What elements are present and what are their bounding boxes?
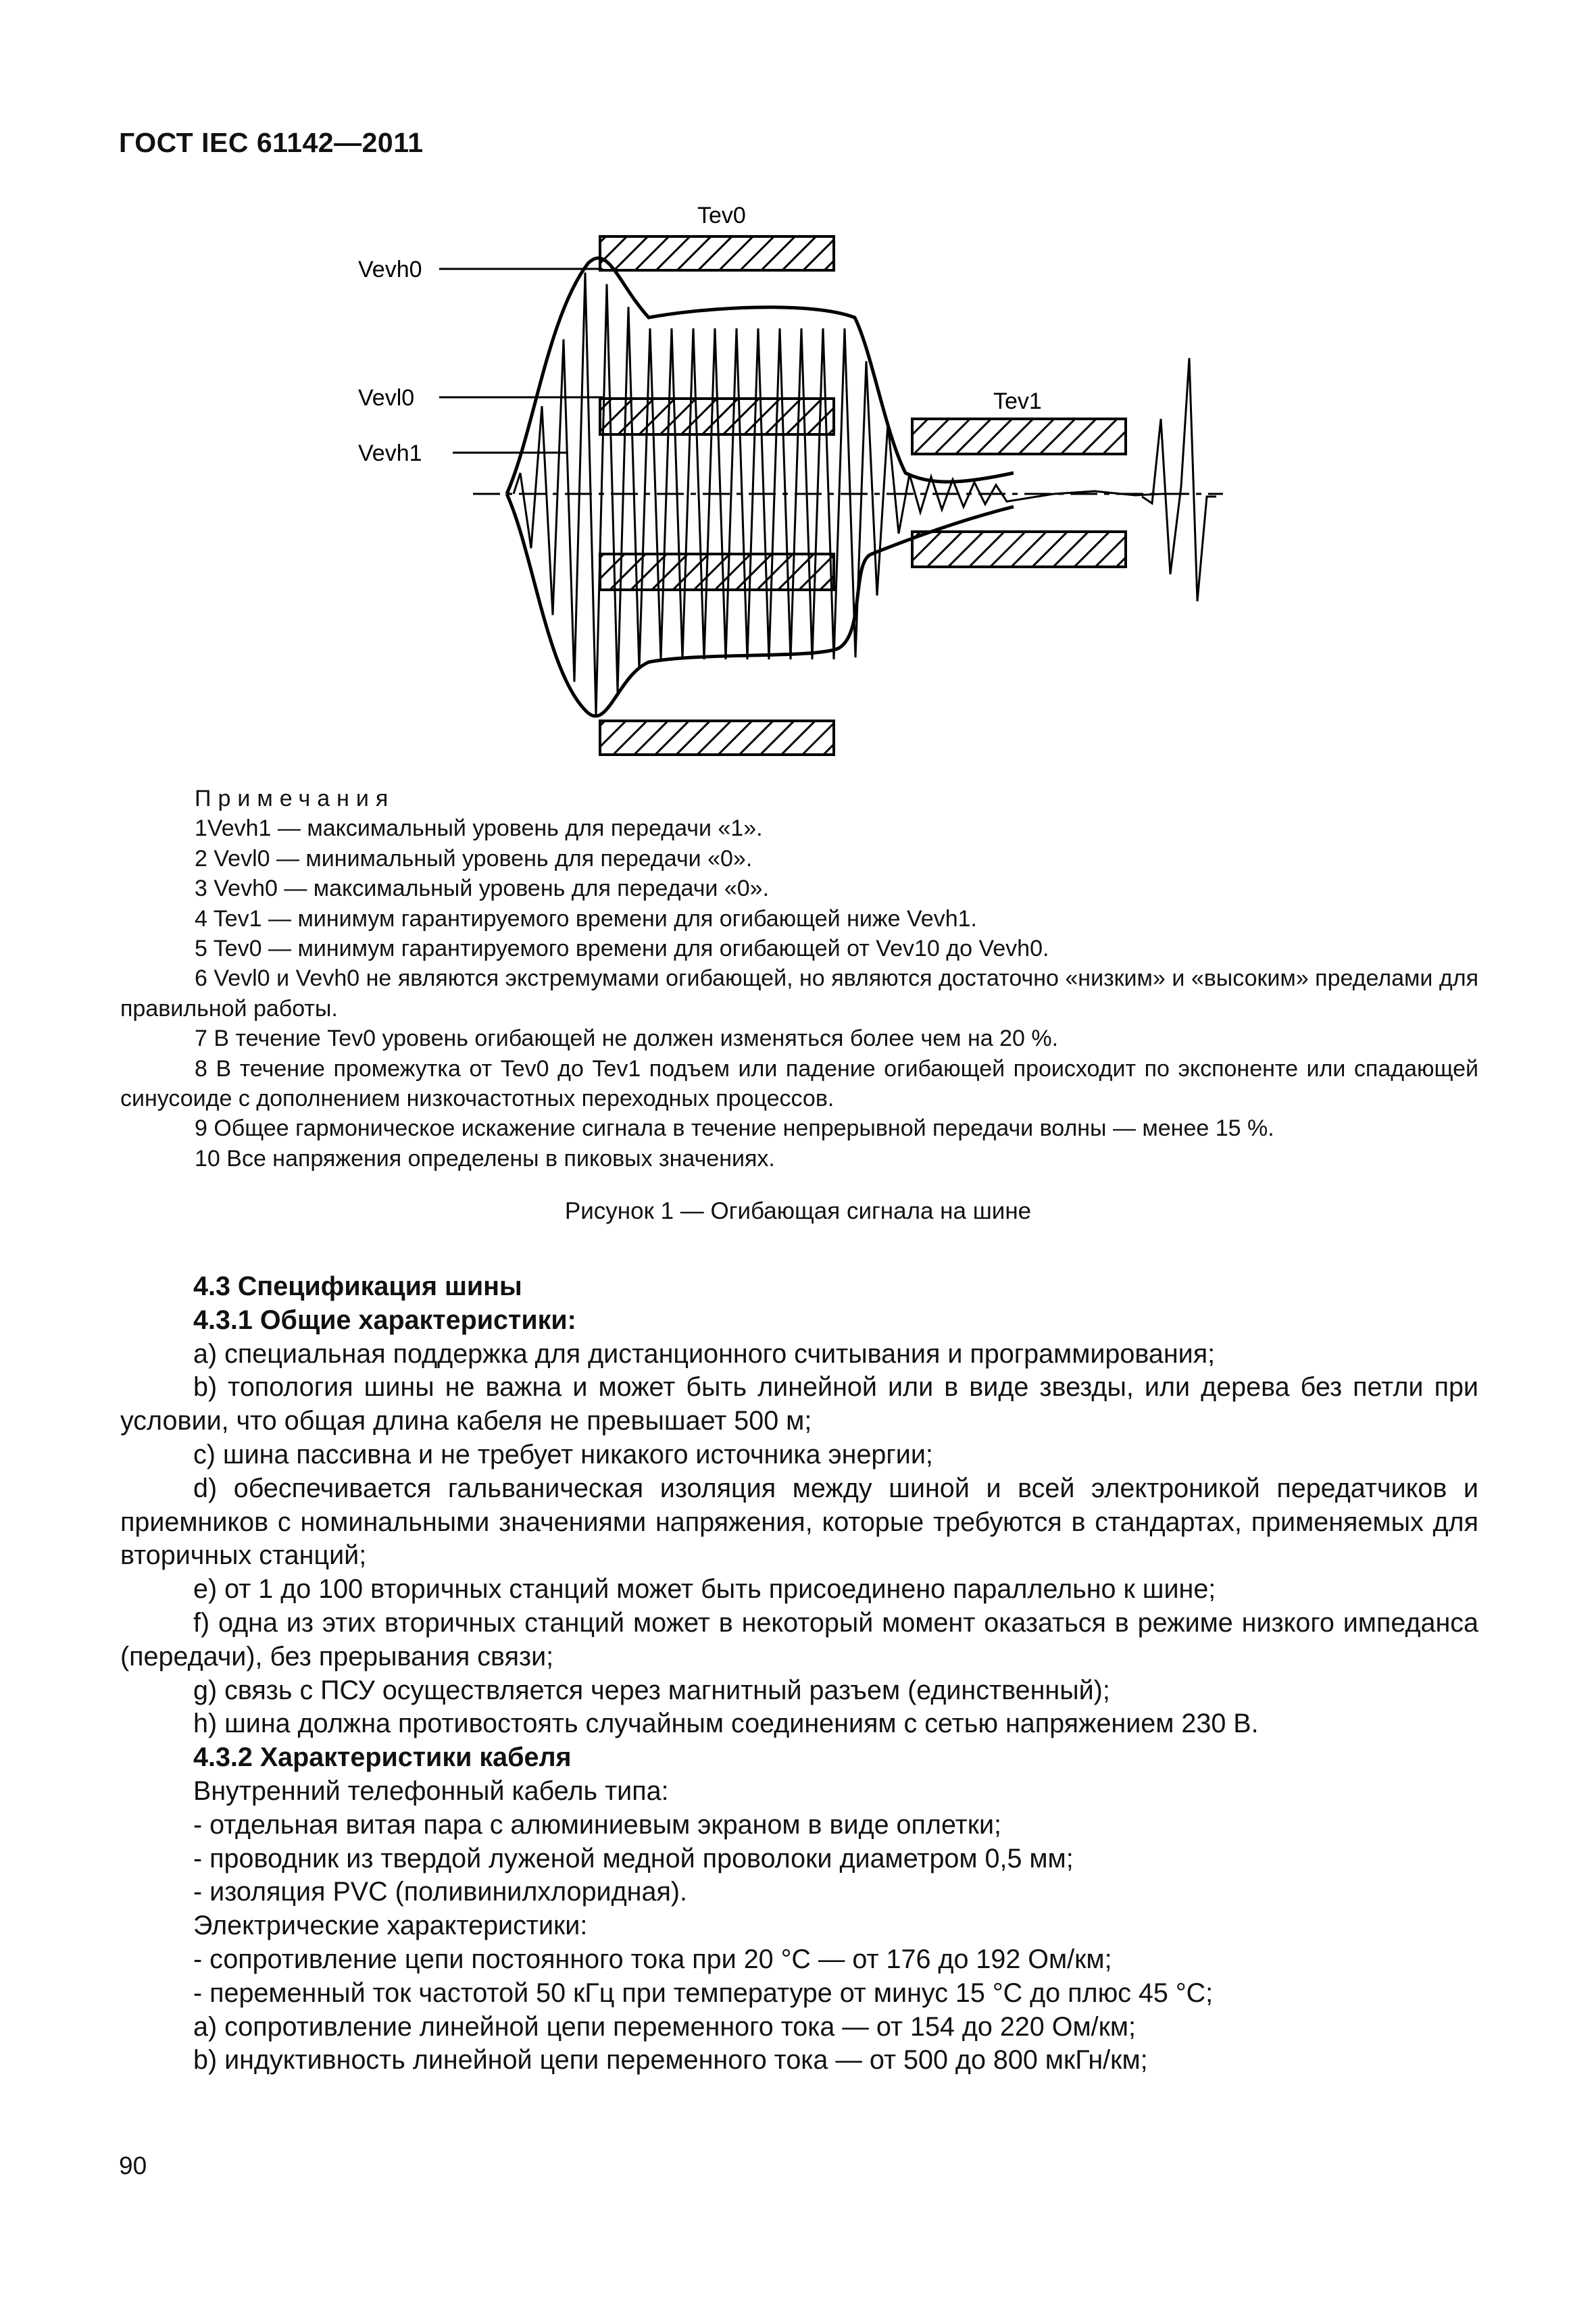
list-item: b) топология шины не важна и может быть линейной или в виде звезды, или дерева без петли при условии, что общая длина кабеля не превышает 500 м; — [120, 1372, 1478, 1436]
document-header: ГОСТ IEC 61142—2011 — [119, 127, 424, 158]
section-heading-4-3: 4.3 Спецификация шины — [193, 1272, 522, 1301]
notes-heading: Примечания — [195, 786, 395, 811]
figure-caption: Рисунок 1 — Огибающая сигнала на шине — [564, 1198, 1032, 1224]
list-item: - проводник из твердой луженой медной проволоки диаметром 0,5 мм; — [193, 1843, 1074, 1873]
paragraph: Электрические характеристики: — [193, 1911, 588, 1941]
note-item: 10 Все напряжения определены в пиковых значениях. — [195, 1145, 775, 1172]
label-vevl0: Vevl0 — [358, 385, 415, 411]
list-item: h) шина должна противостоять случайным соединениям с сетью напряжением 230 В. — [193, 1709, 1259, 1739]
list-item: c) шина пассивна и не требует никакого источника энергии; — [193, 1439, 933, 1469]
note-item: 9 Общее гармоническое искажение сигнала в течение непрерывной передачи волны — менее 15 %. — [195, 1115, 1274, 1142]
label-tev0: Tev0 — [697, 203, 746, 228]
note-item: 8 В течение промежутка от Tev0 до Tev1 подъем или падение огибающей происходит по экспоненте или спадающей синусоиде с дополнением низкочастотных переходных процессов. — [120, 1055, 1478, 1112]
section-heading-4-3-1: 4.3.1 Общие характеристики: — [193, 1305, 576, 1335]
signal-envelope-figure — [0, 0, 1596, 770]
note-item: 3 Vevh0 — максимальный уровень для передачи «0». — [195, 876, 770, 902]
list-item: g) связь с ПСУ осуществляется через магнитный разъем (единственный); — [193, 1675, 1110, 1705]
list-item: a) специальная поддержка для дистанционного считывания и программирования; — [193, 1338, 1216, 1369]
label-vevh1: Vevh1 — [358, 441, 422, 466]
tev0-lower-region — [600, 721, 834, 755]
label-vevh0: Vevh0 — [358, 257, 422, 282]
note-item: 7 В течение Tev0 уровень огибающей не должен изменяться более чем на 20 %. — [195, 1026, 1059, 1052]
list-item: a) сопротивление линейной цепи переменного тока — от 154 до 220 Ом/км; — [193, 2011, 1136, 2042]
page-number: 90 — [119, 2152, 147, 2180]
label-tev1: Tev1 — [993, 388, 1042, 414]
list-item: e) от 1 до 100 вторичных станций может быть присоединено параллельно к шине; — [193, 1574, 1216, 1605]
list-item: - изоляция PVC (поливинилхлоридная). — [193, 1877, 687, 1907]
list-item: d) обеспечивается гальваническая изоляция между шиной и всей электроникой передатчиков и приемников с номинальными значениями напряжения, которые требуются в стандартах, применяемых для вторичных станций; — [120, 1473, 1478, 1571]
note-item: 2 Vevl0 — минимальный уровень для передачи «0». — [195, 845, 753, 872]
section-heading-4-3-2: 4.3.2 Характеристики кабеля — [193, 1742, 572, 1773]
figure-notes — [120, 784, 1478, 1174]
note-item: 6 Vevl0 и Vevh0 не являются экстремумами огибающей, но являются достаточно «низким» и «высоким» пределами для правильной работы. — [120, 965, 1478, 1022]
list-item: f) одна из этих вторичных станций может в некоторый момент оказаться в режиме низкого импеданса (передачи), без прерывания связи; — [120, 1607, 1478, 1671]
note-item: 4 Tev1 — минимум гарантируемого времени для огибающей ниже Vevh1. — [195, 905, 977, 932]
list-item: - отдельная витая пара с алюминиевым экраном в виде оплетки; — [193, 1809, 1002, 1840]
note-item: 5 Tev0 — минимум гарантируемого времени для огибающей от Vev10 до Vevh0. — [195, 936, 1049, 962]
note-item: 1Vevh1 — максимальный уровень для передачи «1». — [195, 815, 763, 842]
list-item: - переменный ток частотой 50 кГц при температуре от минус 15 °С до плюс 45 °С; — [193, 1978, 1214, 2008]
lower-envelope — [507, 494, 1014, 716]
paragraph: Внутренний телефонный кабель типа: — [193, 1776, 669, 1806]
next-burst-trace — [1142, 358, 1216, 601]
document-body — [120, 1270, 1478, 2078]
tev1-lower-region — [912, 532, 1126, 567]
list-item: b) индуктивность линейной цепи переменного тока — от 500 до 800 мкГн/км; — [193, 2045, 1148, 2076]
tev0-upper-region — [600, 236, 834, 270]
tev1-upper-region — [912, 419, 1126, 454]
list-item: - сопротивление цепи постоянного тока при 20 °С — от 176 до 192 Ом/км; — [193, 1944, 1112, 1974]
